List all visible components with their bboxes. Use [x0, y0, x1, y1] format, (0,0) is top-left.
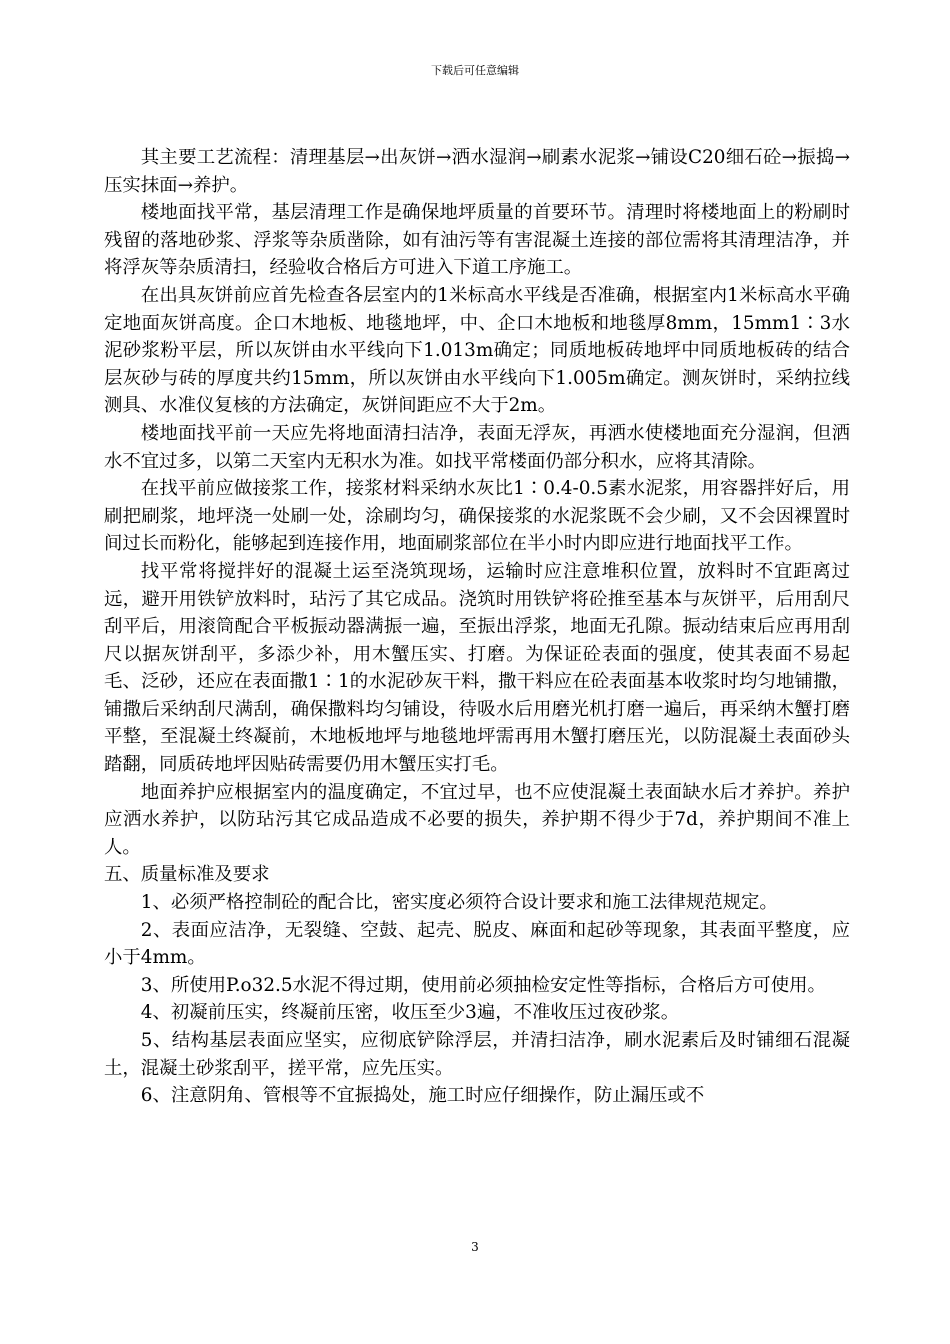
page-number: 3 [471, 1240, 479, 1254]
paragraph-base-cleaning: 楼地面找平常，基层清理工作是确保地坪质量的首要环节。清理时将楼地面上的粉刷时残留的落地砂浆、浮浆等杂质凿除，如有油污等有害混凝土连接的部位需将其清理洁净，并将浮灰等杂质清扫，经验收合格后方可进入下道工序施工。 [104, 202, 850, 279]
list-item-quality-3: 3、所使用P.o32.5水泥不得过期，使用前必须抽检安定性等指标，合格后方可使用。 [140, 974, 826, 996]
list-item-quality-1: 1、必须严格控制砼的配合比，密实度必须符合设计要求和施工法律规范规定。 [140, 892, 778, 914]
list-item-quality-2: 2、表面应洁净，无裂缝、空鼓、起壳、脱皮、麻面和起砂等现象，其表面平整度，应小于4mm。 [104, 919, 850, 969]
section-heading-quality: 五、质量标准及要求 [104, 864, 270, 886]
paragraph-pouring: 找平常将搅拌好的混凝土运至浇筑现场，运输时应注意堆积位置，放料时不宜距离过远，避开用铁铲放料时，玷污了其它成品。浇筑时用铁铲将砼推至基本与灰饼平，后用刮尺刮平后，用滚筒配合平板振动器满振一遍，至振出浮浆，地面无孔隙。振动结束后应再用刮尺以据灰饼刮平，多添少补，用木蟹压实、打磨。为保证砼表面的强度，使其表面不易起毛、泛砂，还应在表面撒1∶1的水泥砂灰干料，撒干料应在砼表面基本收浆时均匀地铺撒，铺撒后采纳刮尺满刮，确保撒料均匀铺设，待吸水后用磨光机打磨一遍后，再采纳木蟹打磨平整，至混凝土终凝前，木地板地坪与地毯地坪需再用木蟹打磨压光，以防混凝土表面砂头踏翻，同质砖地坪因贴砖需要仍用木蟹压实打毛。 [104, 560, 850, 776]
paragraph-slurry: 在找平前应做接浆工作，接浆材料采纳水灰比1∶0.4-0.5素水泥浆，用容器拌好后，用刷把刷浆，地坪浇一处刷一处，涂刷均匀，确保接浆的水泥浆既不会少刷，又不会因裸置时间过长而粉化，能够起到连接作用，地面刷浆部位在半小时内即应进行地面找平工作。 [104, 478, 850, 555]
list-item-quality-6: 6、注意阴角、管根等不宜振捣处，施工时应仔细操作，防止漏压或不 [140, 1085, 705, 1107]
paragraph-curing: 地面养护应根据室内的温度确定，不宜过早，也不应使混凝土表面缺水后才养护。养护应洒水养护，以防玷污其它成品造成不必要的损失，养护期不得少于7d，养护期间不准上人。 [104, 781, 850, 858]
list-item-quality-4: 4、初凝前压实，终凝前压密，收压至少3遍，不准收压过夜砂浆。 [140, 1002, 680, 1024]
document-body [104, 144, 850, 1110]
paragraph-wetting: 楼地面找平前一天应先将地面清扫洁净，表面无浮灰，再洒水使楼地面充分湿润，但洒水不宜过多，以第二天室内无积水为准。如找平常楼面仍部分积水，应将其清除。 [104, 422, 850, 472]
list-item-quality-5: 5、结构基层表面应坚实，应彻底铲除浮层，并清扫洁净，刷水泥素后及时铺细石混凝土，混凝土砂浆刮平，搓平常，应先压实。 [104, 1030, 850, 1079]
page-header: 下载后可任意编辑 [431, 64, 519, 77]
paragraph-process-flow: 其主要工艺流程：清理基层→出灰饼→洒水湿润→刷素水泥浆→铺设C20细石砼→振捣→压实抹面→养护。 [104, 147, 850, 196]
paragraph-level-cakes: 在出具灰饼前应首先检查各层室内的1米标高水平线是否准确，根据室内1米标高水平确定地面灰饼高度。企口木地板、地毯地坪，中、企口木地板和地毯厚8mm，15mm1∶3水泥砂浆粉平层，所以灰饼由水平线向下1.013m确定；同质地板砖地坪中同质地板砖的结合层灰砂与砖的厚度共约15mm，所以灰饼由水平线向下1.005m确定。测灰饼时，采纳拉线测具、水准仪复核的方法确定，灰饼间距应不大于2m。 [104, 284, 850, 417]
